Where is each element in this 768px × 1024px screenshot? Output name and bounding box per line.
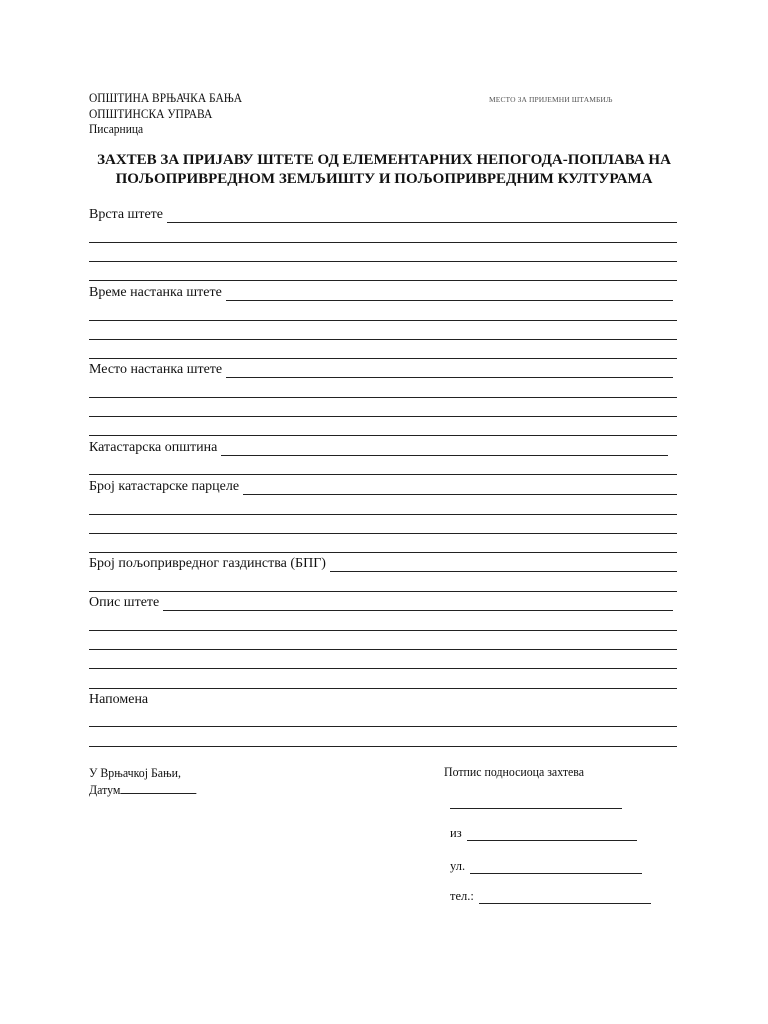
parcel-number-line[interactable] <box>89 514 677 515</box>
place-text: У Врњачкој Бањи, <box>89 766 181 780</box>
damage-description-label: Опис штете <box>89 595 163 611</box>
damage-description-line[interactable] <box>89 688 677 689</box>
farm-number-line[interactable] <box>89 591 677 592</box>
note-line[interactable] <box>89 746 677 747</box>
registry-office: Писарница <box>89 122 144 136</box>
damage-place-line[interactable] <box>89 435 677 436</box>
damage-description-line[interactable] <box>89 649 677 650</box>
administration-name: ОПШТИНСКА УПРАВА <box>89 106 213 121</box>
damage-time-line[interactable] <box>89 358 677 359</box>
date-row <box>89 781 196 798</box>
title-line-1: ЗАХТЕВ ЗА ПРИЈАВУ ШТЕТЕ ОД ЕЛЕМЕНТАРНИХ НЕПОГОДА-ПОПЛАВА НА <box>97 152 671 168</box>
damage-description-line[interactable] <box>89 668 677 669</box>
street-field[interactable] <box>470 873 642 874</box>
damage-place-line[interactable] <box>89 397 677 398</box>
damage-time-line[interactable] <box>89 339 677 340</box>
place-date-block <box>89 765 196 798</box>
damage-time-line[interactable] <box>89 320 677 321</box>
parcel-number-line[interactable] <box>89 533 677 534</box>
parcel-number-label: Број катастарске парцеле <box>89 479 243 495</box>
from-field[interactable] <box>467 840 637 841</box>
street-label: ул. <box>450 859 466 873</box>
issuer-header <box>89 91 242 138</box>
cadastral-municipality-label: Катастарска општина <box>89 440 221 456</box>
date-field[interactable] <box>120 781 196 794</box>
damage-type-field[interactable] <box>89 222 677 223</box>
title-line-2: ПОЉОПРИВРЕДНОМ ЗЕМЉИШТУ И ПОЉОПРИВРЕДНИМ КУЛТУРАМА <box>115 171 653 187</box>
damage-type-label: Врста штете <box>89 207 167 223</box>
municipality-name: ОПШТИНА ВРЊАЧКА БАЊА <box>89 91 243 105</box>
damage-type-line[interactable] <box>89 242 677 243</box>
phone-label: тел.: <box>450 889 474 903</box>
phone-field[interactable] <box>479 903 651 904</box>
damage-place-label: Место настанка штете <box>89 362 226 378</box>
date-label: Датум <box>89 783 121 797</box>
cadastral-municipality-line[interactable] <box>89 474 677 475</box>
damage-time-label: Време настанка штете <box>89 285 226 301</box>
signature-field[interactable] <box>450 808 622 809</box>
damage-place-line[interactable] <box>89 416 677 417</box>
note-label: Напомена <box>89 692 152 708</box>
signature-title: Потпис подносиоца захтева <box>444 765 585 779</box>
damage-description-line[interactable] <box>89 630 677 631</box>
note-line[interactable] <box>89 726 677 727</box>
from-label: из <box>450 826 462 840</box>
document-title <box>80 151 688 189</box>
farm-number-label: Број пољопривредног газдинства (БПГ) <box>89 556 330 572</box>
damage-type-line[interactable] <box>89 261 677 262</box>
damage-description-field[interactable] <box>89 610 673 611</box>
damage-type-line[interactable] <box>89 280 677 281</box>
stamp-placeholder-label: МЕСТО ЗА ПРИЈЕМНИ ШТАМБИЉ <box>489 95 613 104</box>
parcel-number-line[interactable] <box>89 552 677 553</box>
